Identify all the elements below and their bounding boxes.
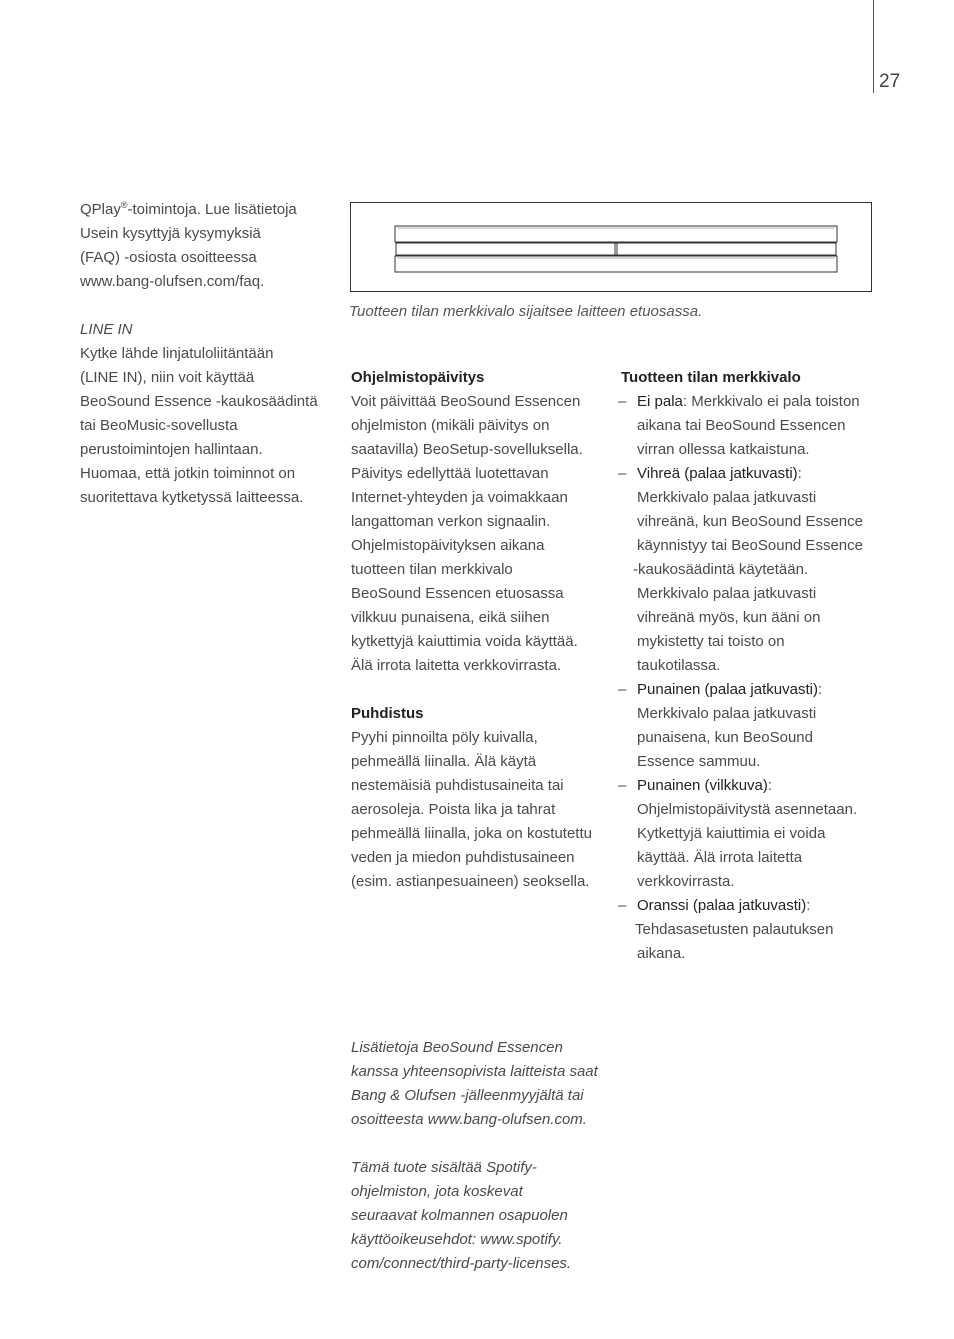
status-line: Merkkivalo palaa jatkuvasti [637,585,817,602]
status-line: verkkovirrasta. [637,873,735,890]
software-line: Päivitys edellyttää luotettavan [351,465,549,482]
software-line: BeoSound Essencen etuosassa [351,585,564,602]
qplay-text: QPlay [80,201,121,218]
product-illustration [351,203,871,291]
software-line: tuotteen tilan merkkivalo [351,561,513,578]
header-rule [873,0,874,93]
list-item [618,462,881,678]
info-line: Lisätietoja BeoSound Essencen [351,1039,563,1056]
cleaning-line: veden ja miedon puhdistusaineen [351,849,575,866]
term-separator: : [682,393,692,410]
list-dash: – [618,777,627,794]
status-line: Ohjelmistopäivitystä asennetaan. [637,801,858,818]
software-line: vilkkuu punaisena, eikä siihen [351,609,550,626]
software-line: saatavilla) BeoSetup-sovelluksella. [351,441,583,458]
status-line: virran ollessa katkaistuna. [637,441,810,458]
status-line: Merkkivalo palaa jatkuvasti [637,705,817,722]
status-term: Vihreä (palaa jatkuvasti) [637,465,798,482]
status-line: Essence sammuu. [637,753,761,770]
list-dash: – [618,393,627,410]
status-line: vihreänä myös, kun ääni on [637,609,821,626]
cleaning-line: nestemäisiä puhdistusaineita tai [351,777,564,794]
info-line: kanssa yhteensopivista laitteista saat [351,1063,598,1080]
intro-line: (FAQ) -osiosta osoitteessa [80,249,257,266]
line-in-line: tai BeoMusic-sovellusta [80,417,238,434]
line-in-line: BeoSound Essence -kaukosäädintä [80,393,318,410]
figure-caption: Tuotteen tilan merkkivalo sijaitsee laitteen etuosassa. [349,303,703,320]
software-line: Voit päivittää BeoSound Essencen [351,393,581,410]
line-in-line: suoritettava kytketyssä laitteessa. [80,489,304,506]
list-item [618,894,881,966]
status-line: mykistetty tai toisto on [637,633,785,650]
cleaning-paragraph [351,726,609,894]
status-line: käynnistyy tai BeoSound Essence [637,537,863,554]
list-item [618,678,881,774]
term-separator: : [767,777,773,794]
faq-url: www.bang-olufsen.com/faq. [80,273,265,290]
line-in-line: Huomaa, että jotkin toiminnot on [80,465,296,482]
product-figure [350,202,872,292]
term-separator: : [817,681,823,698]
software-update-heading: Ohjelmistopäivitys [351,369,485,386]
line-in-line: Kytke lähde linjatuloliitäntään [80,345,274,362]
status-term: Punainen (vilkkuva) [637,777,768,794]
cleaning-line: (esim. astianpesuaineen) seoksella. [351,873,590,890]
cleaning-line: aerosoleja. Poista lika ja tahrat [351,801,556,818]
status-line: aikana tai BeoSound Essencen [637,417,846,434]
software-update-paragraph [351,390,609,678]
list-dash: – [618,465,627,482]
cleaning-line: Pyyhi pinnoilta pöly kuivalla, [351,729,538,746]
list-item [618,774,881,894]
intro-paragraph [80,198,340,294]
status-line: punaisena, kun BeoSound [637,729,813,746]
list-dash: – [618,897,627,914]
list-dash: – [618,681,627,698]
status-term: Punainen (palaa jatkuvasti) [637,681,818,698]
term-separator: : [797,465,802,482]
left-column [80,198,340,510]
info-line: Bang & Olufsen -jälleenmyyjältä tai [351,1087,584,1104]
status-light-list [618,390,881,966]
software-line: Internet-yhteyden ja voimakkaan [351,489,568,506]
status-line: Merkkivalo palaa jatkuvasti [637,489,817,506]
status-line: -kaukosäädintä käytetään. [633,561,809,578]
device-middle-panel [396,243,836,255]
right-column [618,366,881,966]
status-line: aikana. [637,945,686,962]
cleaning-line: pehmeällä liinalla, joka on kostutettu [351,825,592,842]
software-line: ohjelmiston (mikäli päivitys on [351,417,550,434]
status-line: Merkkivalo ei pala toiston [691,393,860,410]
info-line: osoitteesta www.bang-olufsen.com. [351,1111,587,1128]
software-line: Älä irrota laitetta verkkovirrasta. [351,657,562,674]
status-line: taukotilassa. [637,657,721,674]
spotify-line: com/connect/third-party-licenses. [351,1255,572,1272]
line-in-paragraph [80,342,340,510]
line-in-line: perustoimintojen hallintaan. [80,441,263,458]
software-line: Ohjelmistopäivityksen aikana [351,537,545,554]
spotify-line: Tämä tuote sisältää Spotify- [351,1159,537,1176]
software-line: langattoman verkon signaalin. [351,513,551,530]
more-info-note [351,1036,613,1276]
spotify-line: seuraavat kolmannen osapuolen [351,1207,568,1224]
intro-line-1: -toimintoja. Lue lisätietoja [127,201,297,218]
line-in-line: (LINE IN), niin voit käyttää [80,369,255,386]
spotify-line: ohjelmiston, jota koskevat [351,1183,523,1200]
status-term: Oranssi (palaa jatkuvasti) [637,897,807,914]
software-line: kytkettyjä kaiuttimia voida käyttää. [351,633,578,650]
intro-line: Usein kysyttyjä kysymyksiä [80,225,261,242]
page-number: 27 [879,71,901,92]
spotify-line: käyttöoikeusehdot: www.spotify. [351,1231,563,1248]
cleaning-heading: Puhdistus [351,705,424,722]
status-line: Kytkettyjä kaiuttimia ei voida [637,825,826,842]
list-item [618,390,881,462]
status-light-heading: Tuotteen tilan merkkivalo [621,369,801,386]
line-in-heading: LINE IN [80,321,133,338]
middle-column [351,366,609,894]
cleaning-line: pehmeällä liinalla. Älä käytä [351,753,537,770]
status-line: käyttää. Älä irrota laitetta [637,849,803,866]
status-line: Tehdasasetusten palautuksen [635,921,834,938]
status-line: vihreänä, kun BeoSound Essence [637,513,863,530]
term-separator: : [806,897,811,914]
status-term: Ei pala [637,393,683,410]
registered-mark: ® [120,200,128,210]
